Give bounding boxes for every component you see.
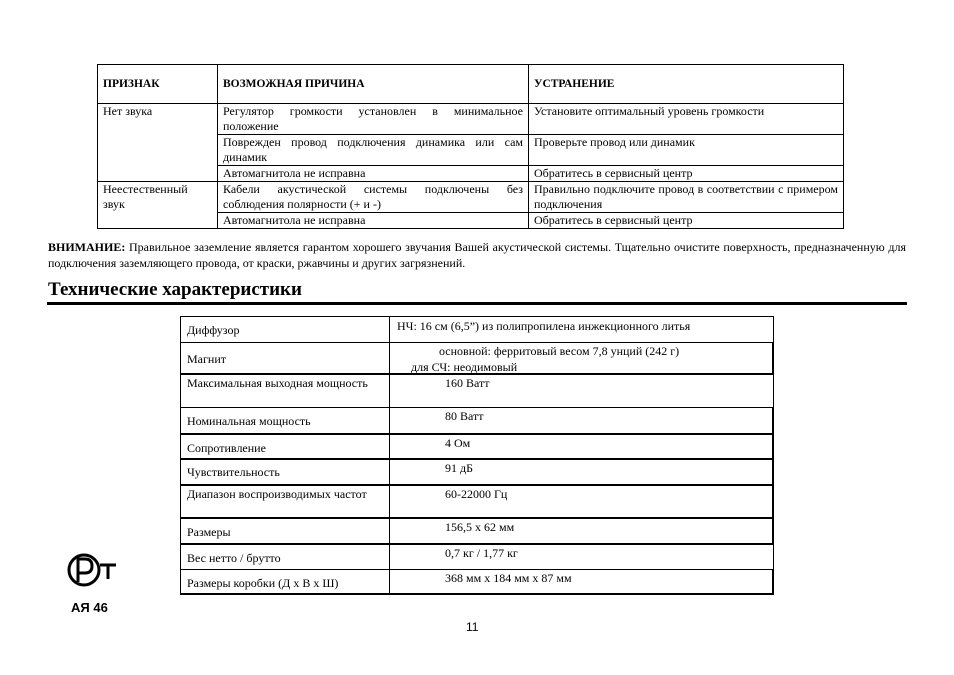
- spec-row: [180, 374, 774, 408]
- fix-cell: Обратитесь в сервисный центр: [529, 213, 844, 229]
- spec-label: Вес нетто / брутто: [187, 551, 281, 565]
- spec-value: основной: ферритовый весом 7,8 унций (242 г): [439, 344, 680, 358]
- spec-row: [180, 544, 774, 570]
- spec-label: Сопротивление: [187, 441, 266, 455]
- page-number: 11: [466, 620, 479, 634]
- symptom-cell: Нет звука: [98, 104, 218, 182]
- fix-cell: Проверьте провод или динамик: [529, 135, 844, 166]
- symptom-cell: Неестественный звук: [98, 182, 218, 229]
- cause-cell: Автомагнитола не исправна: [218, 166, 529, 182]
- spec-row: [180, 518, 774, 545]
- spec-value: 368 мм х 184 мм х 87 мм: [445, 571, 572, 585]
- spec-row: [180, 459, 774, 486]
- spec-label: Номинальная мощность: [187, 414, 311, 428]
- table-row: [98, 104, 844, 135]
- spec-value: НЧ: 16 см (6,5”) из полипропилена инжекционного литья: [397, 319, 691, 333]
- spec-row: [180, 569, 774, 595]
- spec-value-secondary: для СЧ: неодимовый: [411, 360, 518, 374]
- cause-cell: Кабели акустической системы подключены без соблюдения полярности (+ и -): [218, 182, 529, 213]
- spec-row: [180, 407, 774, 435]
- rst-certification-icon: [64, 546, 120, 594]
- spec-value: 4 Ом: [445, 436, 471, 450]
- spec-row: [180, 485, 774, 519]
- spec-label: Чувствительность: [187, 465, 280, 479]
- spec-label: Диапазон воспроизводимых частот: [187, 487, 367, 501]
- cause-cell: Поврежден провод подключения динамика или сам динамик: [218, 135, 529, 166]
- cause-cell: Регулятор громкости установлен в минимальное положение: [218, 104, 529, 135]
- spec-value: 60-22000 Гц: [445, 487, 508, 501]
- warning-note: [48, 239, 906, 271]
- heading-rule: [47, 302, 907, 305]
- spec-value: 0,7 кг / 1,77 кг: [445, 546, 518, 560]
- header-fix: УСТРАНЕНИЕ: [529, 65, 844, 104]
- spec-row: [180, 316, 774, 343]
- header-cause: ВОЗМОЖНАЯ ПРИЧИНА: [218, 65, 529, 104]
- spec-value: 156,5 х 62 мм: [445, 520, 515, 534]
- table-row: [98, 182, 844, 213]
- spec-value: 91 дБ: [445, 461, 473, 475]
- spec-value: 80 Ватт: [445, 409, 484, 423]
- fix-cell: Установите оптимальный уровень громкости: [529, 104, 844, 135]
- spec-row: [180, 342, 774, 375]
- spec-label: Максимальная выходная мощность: [187, 376, 368, 390]
- section-heading: Технические характеристики: [48, 279, 302, 300]
- spec-row: [180, 434, 774, 460]
- cause-cell: Автомагнитола не исправна: [218, 213, 529, 229]
- fix-cell: Правильно подключите провод в соответствии с примером подключения: [529, 182, 844, 213]
- troubleshooting-table: [97, 64, 844, 229]
- table-header-row: [98, 65, 844, 104]
- spec-label: Диффузор: [187, 323, 240, 337]
- fix-cell: Обратитесь в сервисный центр: [529, 166, 844, 182]
- header-symptom: ПРИЗНАК: [98, 65, 218, 104]
- warning-label: ВНИМАНИЕ:: [48, 240, 126, 254]
- warning-text: Правильное заземление является гарантом хорошего звучания Вашей акустической системы. Тщательно очистите поверхность, предназначенную для подключения заземляющего провода, от краски, ржавчины и других загрязнений.: [48, 240, 906, 270]
- spec-label: Размеры: [187, 525, 231, 539]
- spec-label: Магнит: [187, 352, 227, 366]
- spec-label: Размеры коробки (Д х В х Ш): [187, 576, 339, 590]
- spec-value: 160 Ватт: [445, 376, 490, 390]
- certification-code: АЯ 46: [71, 600, 108, 615]
